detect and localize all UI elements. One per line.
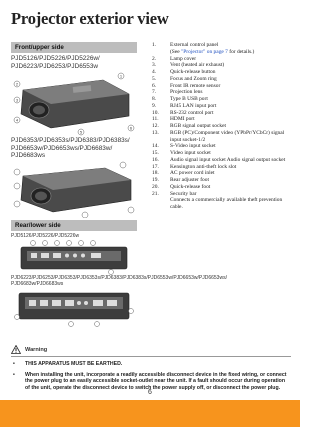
projector-page-link[interactable]: "Projector" on page 7 bbox=[181, 48, 228, 55]
rear-models-1: PJD5126/PJD5226/PJD5226w bbox=[11, 232, 80, 239]
part-item-4: 4. Quick-release button bbox=[152, 69, 216, 75]
part-item-11: 11. HDMI port bbox=[152, 116, 195, 123]
part-item-13: 13. RGB (PC)/Component video (YPbPr/YCbCr) signal input socket-1/2 bbox=[152, 129, 285, 143]
warning-divider bbox=[11, 356, 291, 357]
callout-3: 3 bbox=[16, 98, 18, 103]
warning-bullet-2: • When installing the unit, incorporate a readily accessible disconnect device in the fixed wiring, or connect the power plug to an easily accessible socket-outlet near the unit. If a fault should occur during operation of the unit, operate the disconnect device to switch the power supply off, or disconnect the power plug. bbox=[13, 371, 287, 391]
callout-6: 6 bbox=[130, 126, 132, 131]
front-models-1: PJD5126/PJD5226/PJD5226w/ PJD6223/PJD6253/PJD6553w bbox=[11, 55, 100, 70]
projector-rear-illustration-1 bbox=[11, 239, 137, 275]
projector-front-illustration-1 bbox=[11, 70, 137, 136]
part-item-12: 12. RGB signal output socket bbox=[152, 123, 227, 129]
rear-lower-heading: Rear/lower side bbox=[11, 220, 137, 231]
callout-4: 4 bbox=[16, 118, 18, 123]
part-item-21: 21. Security bar Connects a commercially available theft prevention cable. bbox=[152, 190, 283, 210]
projector-front-illustration-2 bbox=[11, 160, 137, 218]
warning-box bbox=[11, 345, 291, 395]
footer-bar bbox=[0, 400, 300, 427]
warning-label: Warning bbox=[25, 346, 48, 353]
part-item-3: 3. Vent (heated air exhaust) bbox=[152, 62, 225, 69]
warning-icon bbox=[11, 345, 21, 354]
parts-list bbox=[152, 42, 292, 211]
part-item-9: 9. RJ45 LAN input port bbox=[152, 102, 217, 109]
callout-2: 2 bbox=[16, 82, 18, 87]
part-item-15: 15. Video input socket bbox=[152, 150, 211, 156]
part-item-19: 19. Rear adjuster foot bbox=[152, 177, 209, 183]
part-item-8: 8. Type B USB port bbox=[152, 96, 208, 102]
part-item-18: 18. AC power cord inlet bbox=[152, 170, 215, 177]
part-item-20: 20. Quick-release foot bbox=[152, 183, 211, 190]
part-item-7: 7. Projection lens bbox=[152, 89, 203, 96]
front-models-2: PJD6353/PJD6353s/PJD6383/PJD6383s/ PJD6653w/PJD6653ws/PJD6683w/ PJD6683ws bbox=[11, 137, 130, 160]
part-item-2: 2. Lamp cover bbox=[152, 55, 197, 62]
part-item-6: 6. Front IR remote sensor bbox=[152, 82, 221, 89]
callout-5: 5 bbox=[80, 130, 82, 135]
front-upper-heading: Front/upper side bbox=[11, 42, 137, 53]
page-number: 6 bbox=[148, 389, 152, 396]
part-item-10: 10. RS-232 control port bbox=[152, 109, 214, 116]
warning-bullet-1: • THIS APPARATUS MUST BE EARTHED. bbox=[13, 361, 123, 367]
part-item-1: 1. External control panel (See "Projector" on page 7 for details.) bbox=[152, 42, 255, 55]
callout-1: 1 bbox=[120, 74, 122, 79]
projector-rear-illustration-2 bbox=[11, 287, 137, 327]
part-item-17: 17. Kensington anti-theft lock slot bbox=[152, 163, 237, 170]
part-item-5: 5. Focus and Zoom ring bbox=[152, 75, 217, 82]
page-title: Projector exterior view bbox=[11, 9, 169, 28]
part-item-14: 14. S-Video input socket bbox=[152, 143, 216, 150]
part-item-16: 16. Audio signal input socket Audio signal output socket bbox=[152, 156, 286, 163]
rear-models-2: PJD6223/PJD6253/PJD6353/PJD6353s/PJD6383/PJD6383s/PJD6553w/PJD6653w/PJD6653ws/ PJD6683w/PJD6683ws bbox=[11, 274, 227, 287]
